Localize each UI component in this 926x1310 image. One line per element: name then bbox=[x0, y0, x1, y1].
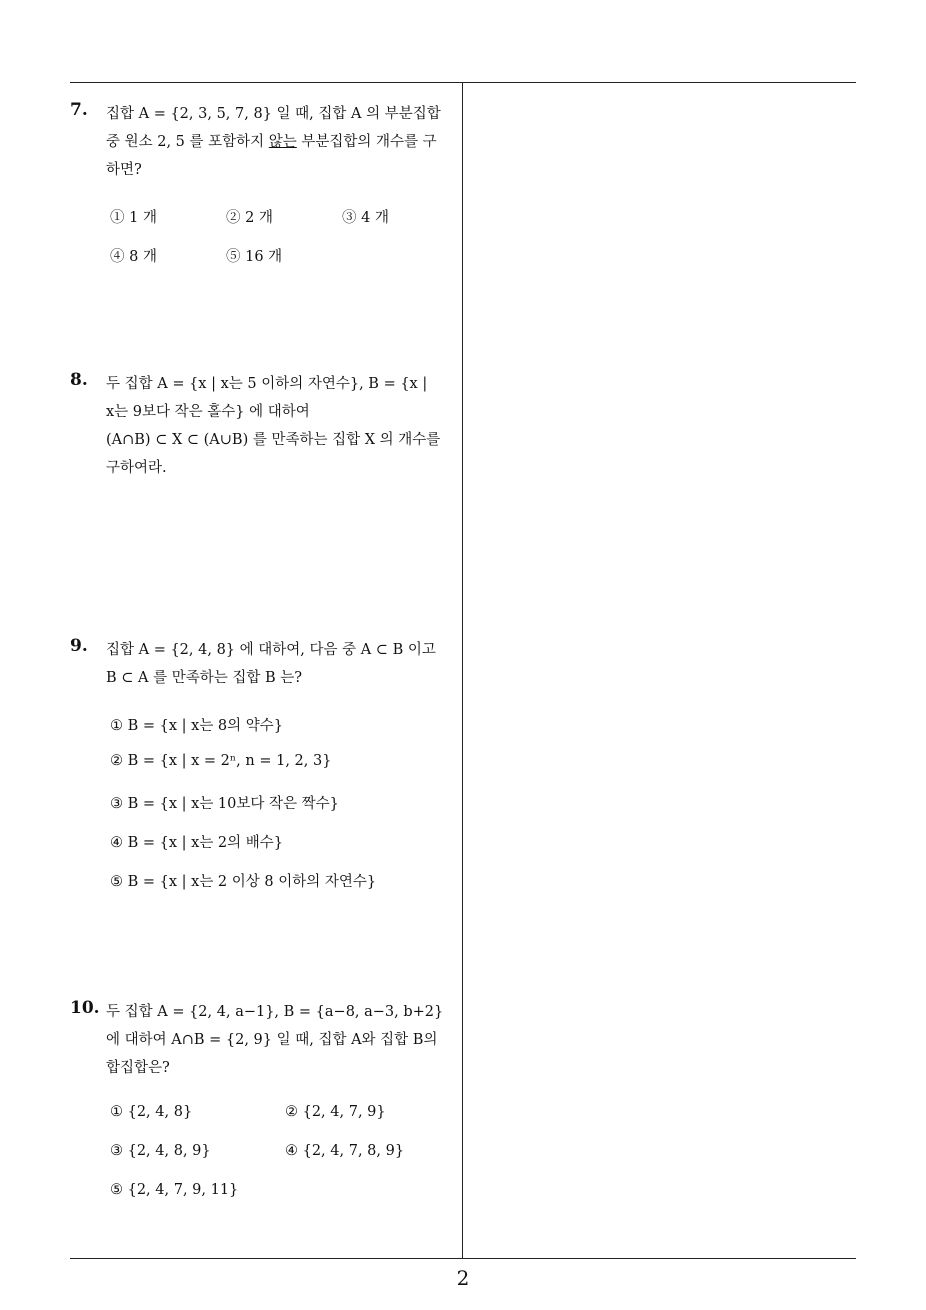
question-10 bbox=[70, 998, 460, 1221]
question-number: 8. bbox=[70, 370, 88, 390]
answer-option[interactable]: ② {2, 4, 7, 9} bbox=[285, 1104, 386, 1120]
answer-option[interactable]: ④ 8 개 bbox=[110, 249, 157, 265]
question-text: 두 집합 A = {2, 4, a−1}, B = {a−8, a−3, b+2} 에 대하여 A∩B = {2, 9} 일 때, 집합 A와 집합 B의 합집합은? bbox=[106, 1004, 444, 1076]
answer-option[interactable]: ④ B = {x | x는 2의 배수} bbox=[110, 835, 284, 851]
answer-option[interactable]: ① B = {x | x는 8의 약수} bbox=[110, 718, 284, 734]
top-rule bbox=[70, 82, 856, 83]
column-divider bbox=[462, 82, 463, 1258]
question-number: 7. bbox=[70, 100, 88, 120]
answer-option[interactable]: ⑤ {2, 4, 7, 9, 11} bbox=[110, 1182, 239, 1198]
page-number: 2 bbox=[456, 1266, 470, 1290]
emphasis-underline: 않는 bbox=[268, 134, 297, 150]
question-number: 9. bbox=[70, 636, 88, 656]
answer-option[interactable]: ① 1 개 bbox=[110, 210, 157, 226]
question-7 bbox=[70, 100, 460, 284]
answer-option[interactable]: ① {2, 4, 8} bbox=[110, 1104, 193, 1120]
answer-option[interactable]: ② 2 개 bbox=[226, 210, 273, 226]
question-text: 집합 A = {2, 4, 8} 에 대하여, 다음 중 A ⊂ B 이고 B ⊂ A 를 만족하는 집합 B 는? bbox=[106, 642, 436, 686]
question-number: 10. bbox=[70, 998, 100, 1018]
answer-option[interactable]: ③ 4 개 bbox=[342, 210, 389, 226]
answer-options bbox=[110, 1104, 460, 1221]
question-9 bbox=[70, 636, 460, 909]
answer-option[interactable]: ④ {2, 4, 7, 8, 9} bbox=[285, 1143, 405, 1159]
question-text: 두 집합 A = {x | x는 5 이하의 자연수}, B = {x | x는 9보다 작은 홀수} 에 대하여 (A∩B) ⊂ X ⊂ (A∪B) 를 만족하는 집합 X 의 개수를 구하여라. bbox=[106, 376, 441, 476]
question-text: 집합 A = {2, 3, 5, 7, 8} 일 때, 집합 A 의 부분집합 중 원소 2, 5 를 포함하지 않는 부분집합의 개수를 구 하면? bbox=[106, 106, 441, 178]
answer-options bbox=[110, 206, 460, 284]
question-8 bbox=[70, 370, 460, 482]
answer-option[interactable]: ③ {2, 4, 8, 9} bbox=[110, 1143, 211, 1159]
answer-options bbox=[110, 714, 460, 909]
answer-option[interactable]: ③ B = {x | x는 10보다 작은 짝수} bbox=[110, 796, 339, 812]
answer-option[interactable]: ⑤ 16 개 bbox=[226, 249, 283, 265]
answer-option[interactable]: ⑤ B = {x | x는 2 이상 8 이하의 자연수} bbox=[110, 874, 377, 890]
answer-option[interactable]: ② B = {x | x = 2ⁿ, n = 1, 2, 3} bbox=[110, 753, 332, 769]
bottom-rule bbox=[70, 1258, 856, 1259]
